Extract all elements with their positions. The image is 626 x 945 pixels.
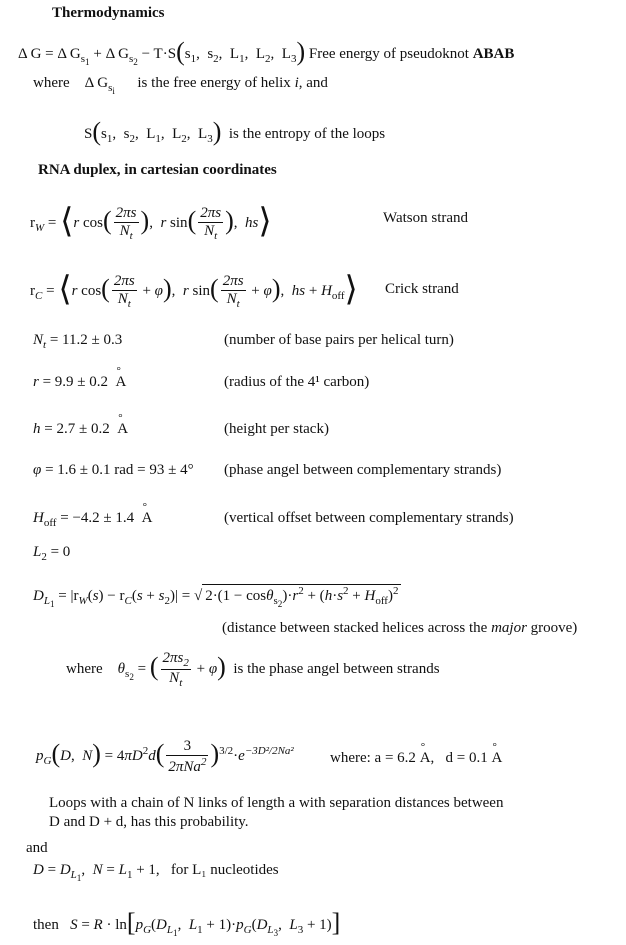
- where-word: where: [33, 75, 70, 91]
- param-h: h = 2.7 ± 0.2 ° A: [33, 421, 128, 438]
- equation-d-n: $D = D_{L_1}$, $N = L_1 + 1$, for L₁ nucleotides: [33, 862, 279, 884]
- helix-index: i: [294, 75, 299, 91]
- theta-description: is the phase angel between strands: [233, 661, 440, 678]
- param-h-description: (height per stack): [224, 421, 329, 437]
- distance-note: [222, 620, 577, 637]
- param-r-value: = 9.9 ± 0.2: [42, 374, 109, 390]
- param-nt-value: = 11.2 ± 0.3: [49, 332, 123, 348]
- distance-note-text: (distance between stacked helices across the: [222, 620, 488, 636]
- loops-text-line-1: Loops with a chain of N links of length a with separation distances between: [49, 795, 504, 811]
- entropy-line: $S(s_1$, $s_2$, $L_1$, $L_2$, $L_3$) is the entropy of the loops: [84, 117, 386, 146]
- param-nt: $N_t = 11.2 \pm 0.3$: [33, 332, 123, 351]
- crick-strand-label: Crick strand: [385, 281, 459, 297]
- helix-desc-end: , and: [298, 75, 328, 91]
- equation-crick: $r_C$ = ⟨r cos( $\frac{2\pi s}{N_t}$ + φ), r sin( $\frac{2\pi s}{N_t}$ + φ), hs + $H_{off}⟩$: [30, 271, 358, 310]
- param-phi-description: (phase angel between complementary strands): [224, 462, 502, 478]
- loops-text-line-2: D and D + d, has this probability.: [49, 814, 249, 830]
- heading-rna-duplex: RNA duplex, in cartesian coordinates: [38, 162, 277, 178]
- nucleotides-text: for L₁ nucleotides: [170, 862, 279, 878]
- pseudoknot-tag: ABAB: [472, 46, 515, 62]
- equation-entropy-final: then $S = R \cdot \ln[p_G(D_{L_1}$, $L_1 + 1)\cdot p_G(D_{L_3}$, $L_3 + 1$)]: [33, 908, 341, 939]
- and-word: and: [26, 840, 48, 856]
- param-phi-value: = 1.6 ± 0.1 rad = 93 ± 4°: [45, 462, 194, 478]
- equation-distance: $D_{L_1} = |r_W(s) - r_C(s + s_2)|$ = √ $2\cdot(1 - \cos\theta_{s_2})\cdot r^2 + (h\cdot s^2 + H_{off})^2$: [33, 584, 401, 609]
- equation-free-energy: Δ G = Δ $G_{s_1} + \Delta$ $G_{s_2} - T\cdot S(s_1$, $s_2$, $L_1$, $L_2$, $L_3$) Free energy of pseudoknot ABAB: [18, 37, 515, 68]
- where-a-d: where: a = 6.2 ° A, d = 0.1 ° A: [330, 750, 502, 767]
- equation-probability: $p_G(D$, $N) = 4\pi D^2d$( $\frac{3}{2\pi Na^2}$ )$^{3/2}\cdot e^{-3D^2/2Na^2}$: [36, 738, 294, 775]
- pseudoknot-label: Free energy of pseudoknot: [308, 46, 469, 62]
- theta-where-word: where: [66, 661, 103, 678]
- param-nt-description: (number of base pairs per helical turn): [224, 332, 454, 348]
- distance-note-end: groove): [530, 620, 578, 636]
- where-helix-line: where Δ $G_{s_i}$ is the free energy of helix i, and: [33, 75, 328, 97]
- equation-theta: where $\theta_{s_2}$ = ( $\frac{2\pi s_2}{N_t}$ + φ) is the phase angel between strands: [66, 650, 440, 690]
- entropy-description: is the entropy of the loops: [228, 126, 386, 142]
- param-l2: $L_2 = 0$: [33, 544, 71, 563]
- param-h-value: = 2.7 ± 0.2: [44, 421, 110, 437]
- watson-strand-label: Watson strand: [383, 210, 469, 226]
- param-hoff-value: = −4.2 ± 1.4: [60, 510, 135, 526]
- equation-watson: $r_W$ = ⟨r cos( $\frac{2\pi s}{N_t}$ ), r sin( $\frac{2\pi s}{N_t}$ ), hs⟩: [30, 203, 272, 242]
- helix-description: is the free energy of helix: [137, 75, 291, 91]
- param-r: r = 9.9 ± 0.2 ° A: [33, 374, 126, 391]
- param-phi: φ = 1.6 ± 0.1 rad = 93 ± 4°: [33, 462, 194, 478]
- heading-thermodynamics: Thermodynamics: [52, 5, 165, 21]
- param-hoff-description: (vertical offset between complementary strands): [224, 510, 514, 526]
- param-hoff: $H_{off} = -4.2 \pm 1.4$ ° A: [33, 510, 152, 529]
- then-word: then: [33, 917, 59, 933]
- where-a-value: where: a = 6.2: [330, 750, 416, 766]
- where-d-value: d = 0.1: [445, 750, 488, 766]
- param-l2-value: = 0: [50, 544, 71, 560]
- param-r-description: (radius of the 4¹ carbon): [224, 374, 370, 390]
- distance-note-major: major: [491, 620, 527, 636]
